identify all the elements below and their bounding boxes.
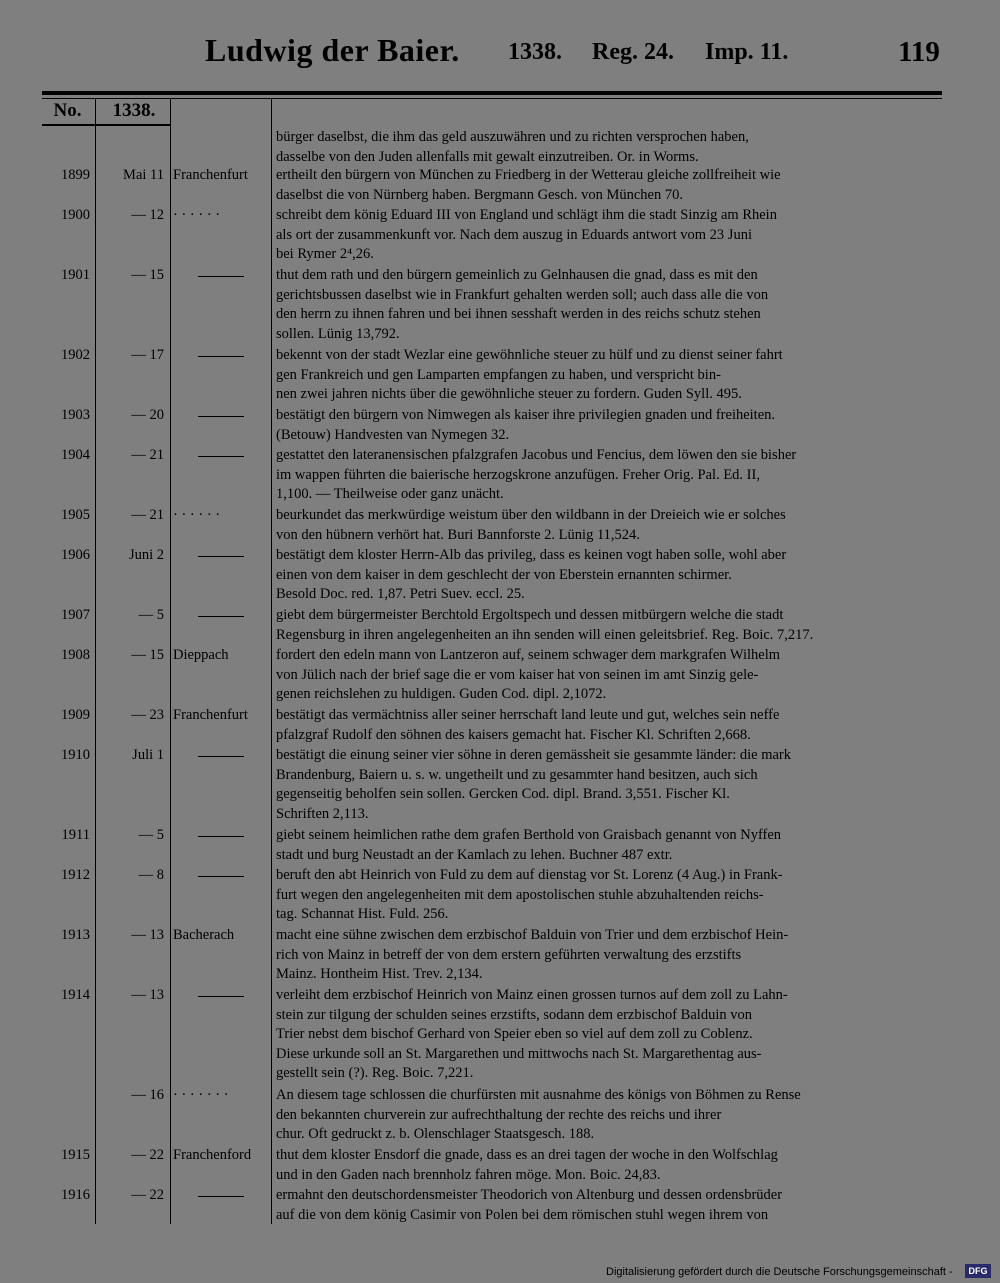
place-ditto-dash [198,876,244,877]
entry-text-line: thut dem rath und den bürgern gemeinlich zu Gelnhausen die gnad, dass es mit den [276,267,758,283]
entry-text-line: stadt und burg Neustadt an der Kamlach zu lehen. Buchner 487 extr. [276,846,673,863]
entry-text-line: bekennt von der stadt Wezlar eine gewöhnliche steuer zu hülf und zu dienst seiner fahrt [276,347,783,363]
entry-text-line: den bekannten churverein zur aufrechthaltung der rechte des reichs und ihrer [276,1106,722,1123]
entry-text-line: furt wegen den angelegenheiten mit dem apostolischen stuhle abzuhaltenden reichs- [276,886,764,903]
entry-text [276,446,941,505]
entry-number: 1911 [61,827,90,843]
entry-text [276,1086,941,1145]
entry-place: Bacherach [173,927,235,943]
entry-text-line: bürger daselbst, die ihm das geld auszuwähren und zu richten versprochen haben, [276,129,749,145]
entry-date: Juni 2 [128,547,164,563]
entry-text [276,1186,941,1225]
entry-text-line: Trier nebst dem bischof Gerhard von Speier eben so viel auf dem zoll zu Coblenz. [276,1026,753,1043]
column-divider-no [95,98,96,1224]
entry-number: 1906 [61,547,90,563]
entry-text-line: An diesem tage schlossen die churfürsten mit ausnahme des königs von Böhmen zu Rense [276,1087,801,1103]
entry-number: 1907 [61,607,90,623]
column-header-year: 1338. [112,100,156,121]
entry-number: 1901 [61,267,90,283]
place-ditto-dash [198,456,244,457]
entry-date: Mai 11 [123,167,164,183]
entry-date: — 17 [131,347,164,363]
entry-number: 1915 [61,1147,90,1163]
entry-text [276,606,941,645]
entry-text-line: Brandenburg, Baiern u. s. w. ungetheilt und zu gesammter hand besitzen, auch sich [276,766,758,783]
entry-text-line: giebt dem bürgermeister Berchtold Ergoltspech und dessen mitbürgern welche die stadt [276,607,784,623]
entry-text [276,646,941,705]
entry-text [276,706,941,745]
entry-text-line: gegenseitig beholfen sein sollen. Gercken Cod. dipl. Brand. 3,551. Fischer Kl. [276,786,730,803]
entry-text-line: verleiht dem erzbischof Heinrich von Mainz einen grossen turnos auf dem zoll zu Lahn- [276,987,788,1003]
entry-text-line: den herrn zu ihnen fahren und bei ihnen sesshaft werden in des reichs schutz stehen [276,306,761,323]
entry-date: — 8 [138,867,164,883]
entry-text-line: nen zwei jahren nichts über die gewöhnliche steuer zu fordern. Guden Syll. 495. [276,386,742,403]
entry-number: 1914 [61,987,90,1003]
entry-text-line: schreibt dem könig Eduard III von England und schlägt ihm die stadt Sinzig am Rhein [276,207,777,223]
page-header [0,28,1000,78]
entry-text-line: als ort der zusammenkunft vor. Nach dem auszug in Eduards antwort vom 23 Juni [276,226,752,243]
entry-date: — 5 [138,607,164,623]
digitization-credit: Digitalisierung gefördert durch die Deutsche Forschungsgemeinschaft - [606,1266,953,1278]
entry-number: 1910 [61,747,90,763]
entry-text-line: bestätigt das vermächtniss aller seiner herrschaft land leute und gut, welches sein neffe [276,707,780,723]
entry-number: 1904 [61,447,90,463]
place-ditto-dash [198,1196,244,1197]
place-ditto-dash [198,616,244,617]
entry-date: — 21 [131,507,164,523]
entry-text-line: dasselbe von den Juden allenfalls mit gewalt einzutreiben. Or. in Worms. [276,148,699,165]
column-header-underline [42,124,170,126]
entry-place: Franchenfurt [173,707,248,723]
entry-text-line: rich von Mainz in betreff der von dem erstern geführten verwaltung des erzstifts [276,946,742,963]
place-ditto-dash [198,276,244,277]
entry-text [276,166,941,205]
entry-text-line: chur. Oft gedruckt z. b. Olenschlager Staatsgesch. 188. [276,1126,595,1143]
entry-number: 1899 [61,167,90,183]
entry-date: — 21 [131,447,164,463]
entry-text-line: einen von dem kaiser in dem geschlecht der von Eberstein ernannten schirmer. [276,566,732,583]
column-divider-place [271,98,272,1224]
entry-text [276,506,941,545]
entry-text [276,1146,941,1185]
entry-text-line: bestätigt die einung seiner vier söhne in deren gemässheit sie gesammte länder: die mark [276,747,791,763]
entry-text-line: Besold Doc. red. 1,87. Petri Suev. eccl. 25. [276,586,525,603]
entry-text-line: tag. Schannat Hist. Fuld. 256. [276,906,449,923]
entry-text-line: gen Frankreich und gen Lamparten empfangen zu haben, und verspricht bin- [276,366,721,383]
entry-text-line: bestätigt den bürgern von Nimwegen als kaiser ihre privilegien gnaden und freiheiten. [276,407,776,423]
dfg-logo: DFG [965,1264,991,1278]
place-ditto-dash [198,996,244,997]
entry-text [276,346,941,405]
header-rule [42,91,942,95]
page-number: 119 [898,36,940,68]
entry-text-line: pfalzgraf Rudolf den söhnen des kaisers gemacht hat. Fischer Kl. Schriften 2,668. [276,726,751,743]
entry-text-line: stein zur tilgung der schulden seines erzstifts, sodann dem erzbischof Balduin von [276,1006,752,1023]
place-ditto-dash [198,356,244,357]
entry-text-line: von Jülich nach der brief sage die er vom kaiser hat von seinen im amt Sinzig gele- [276,666,759,683]
entry-text [276,866,941,925]
entry-text-line: daselbst die von Nürnberg haben. Bergmann Gesch. von München 70. [276,186,683,203]
entry-text-line: sollen. Lünig 13,792. [276,325,400,342]
entry-number: 1913 [61,927,90,943]
entry-text-line: Regensburg in ihren angelegenheiten an ihn senden will einen geleitsbrief. Reg. Boic. 7,217. [276,626,814,643]
entry-text-line: 1,100. — Theilweise oder ganz unächt. [276,486,504,503]
entry-text [276,206,941,265]
entry-date: — 22 [131,1147,164,1163]
entry-text-line: bestätigt dem kloster Herrn-Alb das privileg, dass es keinen vogt haben solle, wohl aber [276,547,787,563]
entry-text-line: thut dem kloster Ensdorf die gnade, dass es an drei tagen der woche in den Wolfschlag [276,1147,778,1163]
entry-text-line: im wappen führten die baierische herzogskrone anzufügen. Freher Orig. Pal. Ed. II, [276,466,760,483]
entry-date: — 15 [131,267,164,283]
place-ditto-dash [198,556,244,557]
entry-text-line: und in den Gaden nach brennholz fahren möge. Mon. Boic. 24,83. [276,1166,661,1183]
entry-text-line: beruft den abt Heinrich von Fuld zu dem auf dienstag vor St. Lorenz (4 Aug.) in Frank- [276,867,783,883]
entry-date: — 16 [131,1087,164,1103]
entry-number: 1902 [61,347,90,363]
place-ditto-dash [198,416,244,417]
entry-text-line: auf die von dem könig Casimir von Polen bei dem römischen stuhl wegen ihrem von [276,1206,769,1223]
entry-text-line: giebt seinem heimlichen rathe dem grafen Berthold von Graisbach genannt von Nyffen [276,827,782,843]
column-header-no: No. [53,100,82,121]
entry-text [276,128,941,167]
entry-place: · · · · · · [173,507,221,523]
column-divider-date [170,98,171,1224]
entry-number: 1905 [61,507,90,523]
entry-text [276,746,941,824]
entry-place: Dieppach [173,647,229,663]
entry-number: 1903 [61,407,90,423]
entry-text-line: (Betouw) Handvesten van Nymegen 32. [276,426,510,443]
entry-text [276,546,941,605]
entry-date: — 15 [131,647,164,663]
entry-number: 1900 [61,207,90,223]
entry-place: · · · · · · [173,207,221,223]
entry-text-line: Diese urkunde soll an St. Margarethen und mittwochs nach St. Margarethentag aus- [276,1045,762,1062]
entry-text-line: von den hübnern verhört hat. Buri Bannforste 2. Lünig 11,524. [276,526,640,543]
entry-text [276,406,941,445]
place-ditto-dash [198,756,244,757]
running-year: 1338. [508,39,562,65]
entry-place: · · · · · · · [173,1087,229,1103]
entry-text-line: Mainz. Hontheim Hist. Trev. 2,134. [276,966,483,983]
entry-date: — 5 [138,827,164,843]
header-rule-thin [42,98,942,99]
entry-place: Franchenfurt [173,167,248,183]
entry-text-line: gestellt sein (?). Reg. Boic. 7,221. [276,1065,474,1082]
entry-text-line: macht eine sühne zwischen dem erzbischof Balduin von Trier und dem erzbischof Hein- [276,927,789,943]
entry-date: Juli 1 [132,747,164,763]
entry-text-line: Schriften 2,113. [276,805,369,822]
entry-number: 1912 [61,867,90,883]
entry-date: — 13 [131,987,164,1003]
imperial-year: Imp. 11. [705,39,789,65]
entry-text [276,986,941,1084]
entry-date: — 22 [131,1187,164,1203]
running-title: Ludwig der Baier. [205,32,460,68]
entry-text [276,926,941,985]
entry-text-line: ermahnt den deutschordensmeister Theodorich von Altenburg und dessen ordensbrüder [276,1187,783,1203]
entry-date: — 12 [131,207,164,223]
entry-date: — 20 [131,407,164,423]
entry-date: — 23 [131,707,164,723]
entry-text-line: gerichtsbussen daselbst wie in Frankfurt gehalten werden soll; auch dass alle die von [276,286,769,303]
entry-text [276,266,941,344]
entry-text-line: gestattet den lateranensischen pfalzgrafen Jacobus und Fencius, dem löwen den sie bisher [276,447,797,463]
entry-date: — 13 [131,927,164,943]
entry-text [276,826,941,865]
entry-text-line: bei Rymer 2⁴,26. [276,246,374,263]
place-ditto-dash [198,836,244,837]
entry-number: 1916 [61,1187,90,1203]
entry-text-line: fordert den edeln mann von Lantzeron auf, seinem schwager dem markgrafen Wilhelm [276,647,781,663]
entry-text-line: ertheilt den bürgern von München zu Friedberg in der Wetterau gleiche zollfreiheit wie [276,167,781,183]
entry-text-line: beurkundet das merkwürdige weistum über den wildbann in der Dreieich wie er solches [276,507,786,523]
entry-number: 1908 [61,647,90,663]
entry-place: Franchenford [173,1147,252,1163]
regnal-year: Reg. 24. [592,39,674,65]
entry-text-line: genen reichslehen zu huldigen. Guden Cod. dipl. 2,1072. [276,686,607,703]
entry-number: 1909 [61,707,90,723]
